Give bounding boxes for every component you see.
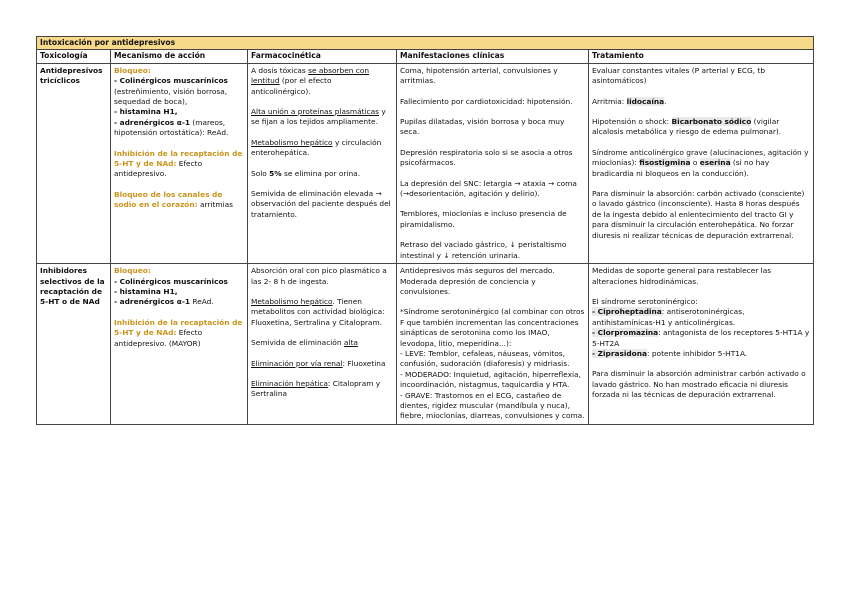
header-row: [37, 50, 814, 63]
cell-pharmacokinetics: A dosis tóxicas se absorben con lentitud (por el efecto anticolinérgico). Alta unión a proteínas plasmáticas y se fijan a los tejidos ampliamente. Metabolismo hepático y circulación enterohepática. Solo 5% se elimina por orina. Semivida de eliminación elevada → observación del paciente después del tratamiento.: [248, 63, 397, 263]
cell-clinical: Antidepresivos más seguros del mercado. Moderada depresión de conciencia y convulsiones. *Síndrome serotoninérgico (al combinar con otros F que también incrementan las concentraciones sinápticas de serotonina como los IMAO, levodopa, litio, meperidina...): - LEVE: Temblor, cefaleas, náuseas, vómitos, confusión, sudoración (diaforesis) y midriasis. - MODERADO: Inquietud, agitación, hiperreflexia, incoordinación, nistagmus, taquicardia y HTA. - GRAVE: Trastornos en el ECG, castañeo de dientes, rigidez muscular (mandíbula y nuca), fiebre, mioclonías, diarreas, convulsiones y coma.: [397, 264, 589, 425]
header-farmacocinetica: Farmacocinética: [248, 50, 397, 63]
row-label-triciclicos: Antidepresivos tricíclicos: [37, 63, 111, 263]
table-row: [37, 63, 814, 263]
header-manifestaciones: Manifestaciones clínicas: [397, 50, 589, 63]
table-row: [37, 264, 814, 425]
cell-mechanism: Bloqueo: - Colinérgicos muscarínicos (estreñimiento, visión borrosa, sequedad de boca), - histamina H1, - adrenérgicos α-1 (mareos, hipotensión ortostática): ReAd. Inhibición de la recaptación de 5-HT y de NAd: Efecto antidepresivo. Bloqueo de los canales de sodio en el corazón: arritmias: [111, 63, 248, 263]
cell-mechanism: Bloqueo: - Colinérgicos muscarínicos - histamina H1, - adrenérgicos α-1 ReAd. Inhibición de la recaptación de 5-HT y de NAd: Efecto antidepresivo. (MAYOR): [111, 264, 248, 425]
header-mecanismo: Mecanismo de acción: [111, 50, 248, 63]
cell-clinical: Coma, hipotensión arterial, convulsiones y arritmias. Fallecimiento por cardiotoxicidad: hipotensión. Pupilas dilatadas, visión borrosa y boca muy seca. Depresión respiratoria solo si se asocia a otros psicofármacos. La depresión del SNC: letargia → ataxia → coma (→desorientación, agitación y delirio). Temblores, mioclonías e incluso presencia de piramidalismo. Retraso del vaciado gástrico, ↓ peristaltismo intestinal y ↓ retención urinaria.: [397, 63, 589, 263]
header-toxicologia: Toxicología: [37, 50, 111, 63]
header-tratamiento: Tratamiento: [589, 50, 814, 63]
cell-treatment: Medidas de soporte general para restablecer las alteraciones hidrodinámicas. El síndrome serotoninérgico: - Ciproheptadina: antiserotoninérgicas, antihistamínicas-H1 y anticolinérgicas. - Clorpromazina: antagonista de los receptores 5-HT1A y 5-HT2A - Ziprasidona: potente inhibidor 5-HT1A. Para disminuir la absorción administrar carbón activado o lavado gástrico. No han mostrado eficacia ni diuresis forzada ni las técnicas de depuración extrarrenal.: [589, 264, 814, 425]
cell-treatment: Evaluar constantes vitales (P arterial y ECG, tb asintomáticos) Arritmia: lidocaína. Hipotensión o shock: Bicarbonato sódico (vigilar alcalosis metabólica y riesgo de edema pulmonar). Síndrome anticolinérgico grave (alucinaciones, agitación y mioclonías): fisostigmina o eserina (si no hay bradicardia ni bloqueos en la conducción). Para disminuir la absorción: carbón activado (consciente) o lavado gástrico (inconsciente). Hasta 8 horas después de la ingesta debido al enlentecimiento del tracto GI y para disminuir la circulación enterohepática. No forzar diuresis ni realizar técnicas de depuración extrarrenal.: [589, 63, 814, 263]
row-label-isrs: Inhibidores selectivos de la recaptación de 5-HT o de NAd: [37, 264, 111, 425]
cell-pharmacokinetics: Absorción oral con pico plasmático a las 2- 8 h de ingesta. Metabolismo hepático. Tienen metabolitos con actividad biológica: Fluoxetina, Sertralina y Citalopram. Semivida de eliminación alta Eliminación por vía renal: Fluoxetina Eliminación hepática: Citalopram y Sertralina: [248, 264, 397, 425]
table-title: Intoxicación por antidepresivos: [37, 37, 814, 50]
antidepressant-toxicity-table: [36, 36, 814, 425]
